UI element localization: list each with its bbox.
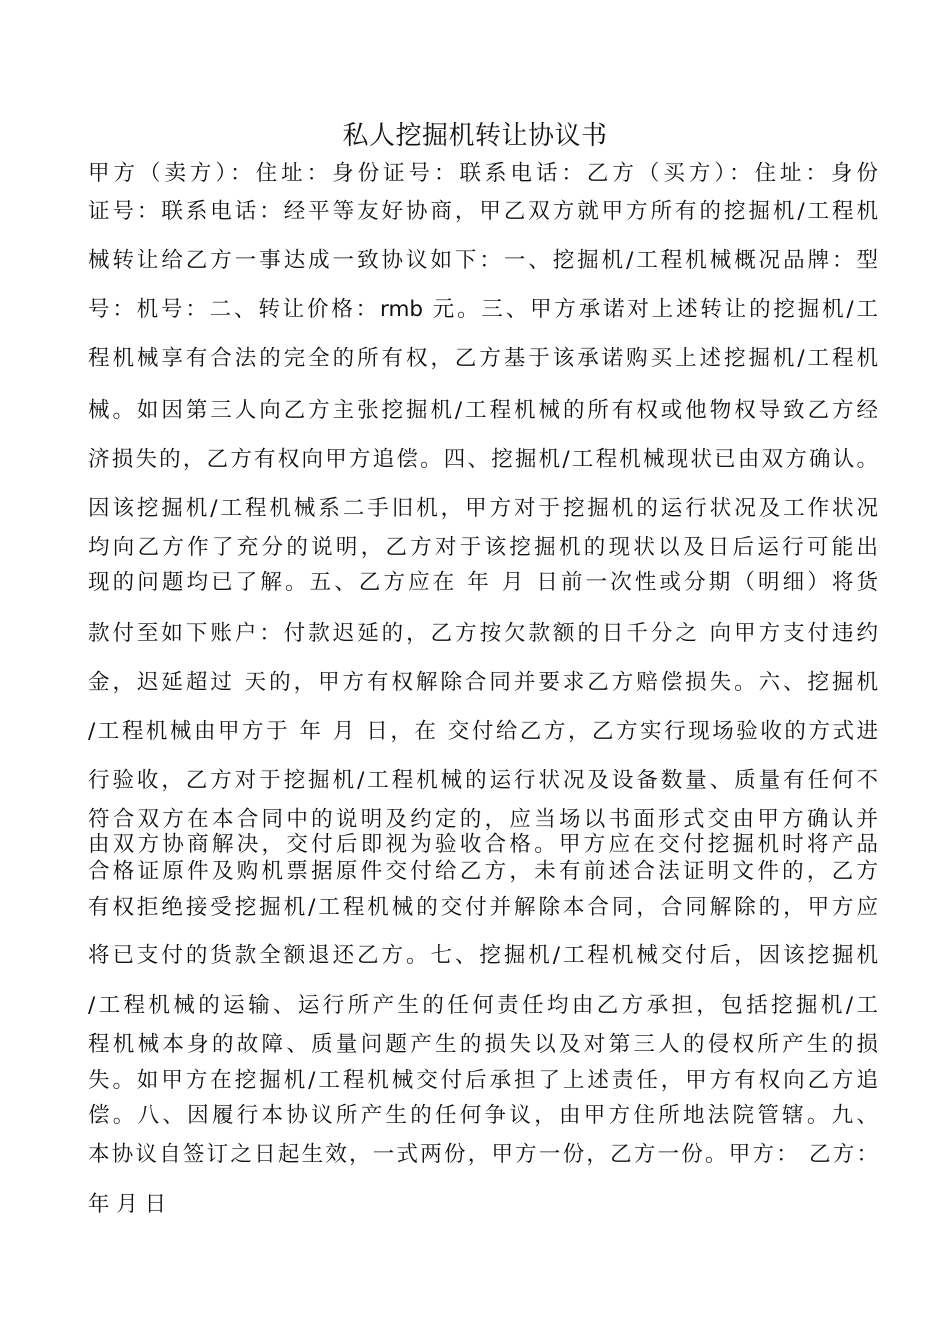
body-line: 行验收，乙方对于挖掘机/工程机械的运行状况及设备数量、质量有任何不 xyxy=(88,768,878,793)
body-line: 款付至如下账户：付款迟延的，乙方按欠款额的日千分之 向甲方支付违约 xyxy=(88,621,878,646)
body-line: 有权拒绝接受挖掘机/工程机械的交付并解除本合同，合同解除的，甲方应 xyxy=(88,895,878,920)
body-line: 金，迟延超过 天的，甲方有权解除合同并要求乙方赔偿损失。六、挖掘机 xyxy=(88,670,878,695)
body-line: 均向乙方作了充分的说明，乙方对于该挖掘机的现状以及日后运行可能出 xyxy=(88,535,878,560)
body-line: 失。如甲方在挖掘机/工程机械交付后承担了上述责任，甲方有权向乙方追 xyxy=(88,1068,878,1093)
body-line: 现的问题均已了解。五、乙方应在 年 月 日前一次性或分期（明细）将货 xyxy=(88,570,878,595)
body-line: 合格证原件及购机票据原件交付给乙方，未有前述合法证明文件的，乙方 xyxy=(88,859,878,884)
body-line: 济损失的，乙方有权向甲方追偿。四、挖掘机/工程机械现状已由双方确认。 xyxy=(88,447,878,472)
body-line: 号：机号：二、转让价格：rmb 元。三、甲方承诺对上述转让的挖掘机/工 xyxy=(88,297,878,322)
body-line: 符合双方在本合同中的说明及约定的，应当场以书面形式交由甲方确认并 xyxy=(88,807,878,832)
body-line: 由双方协商解决，交付后即视为验收合格。甲方应在交付挖掘机时将产品 xyxy=(88,832,878,857)
date-line: 年 月 日 xyxy=(88,1192,167,1217)
body-line: 程机械本身的故障、质量问题产生的损失以及对第三人的侵权所产生的损 xyxy=(88,1032,878,1057)
body-line: /工程机械的运输、运行所产生的任何责任均由乙方承担，包括挖掘机/工 xyxy=(88,993,878,1018)
body-line: 甲方（卖方）：住址：身份证号：联系电话：乙方（买方）：住址：身份 xyxy=(88,161,878,186)
body-line: 因该挖掘机/工程机械系二手旧机，甲方对于挖掘机的运行状况及工作状况 xyxy=(88,496,878,521)
body-line: 将已支付的货款全额退还乙方。七、挖掘机/工程机械交付后，因该挖掘机 xyxy=(88,943,878,968)
document-title: 私人挖掘机转让协议书 xyxy=(342,121,608,151)
body-line: 械。如因第三人向乙方主张挖掘机/工程机械的所有权或他物权导致乙方经 xyxy=(88,398,878,423)
body-line: 械转让给乙方一事达成一致协议如下：一、挖掘机/工程机械概况品牌：型 xyxy=(88,248,878,273)
body-line: 程机械享有合法的完全的所有权，乙方基于该承诺购买上述挖掘机/工程机 xyxy=(88,346,878,371)
body-line: /工程机械由甲方于 年 月 日，在 交付给乙方，乙方实行现场验收的方式进 xyxy=(88,719,878,744)
body-line: 偿。八、因履行本协议所产生的任何争议，由甲方住所地法院管辖。九、 xyxy=(88,1103,878,1128)
body-line: 证号：联系电话：经平等友好协商，甲乙双方就甲方所有的挖掘机/工程机 xyxy=(88,199,878,224)
body-line: 本协议自签订之日起生效，一式两份，甲方一份，乙方一份。甲方： 乙方： xyxy=(88,1142,878,1167)
